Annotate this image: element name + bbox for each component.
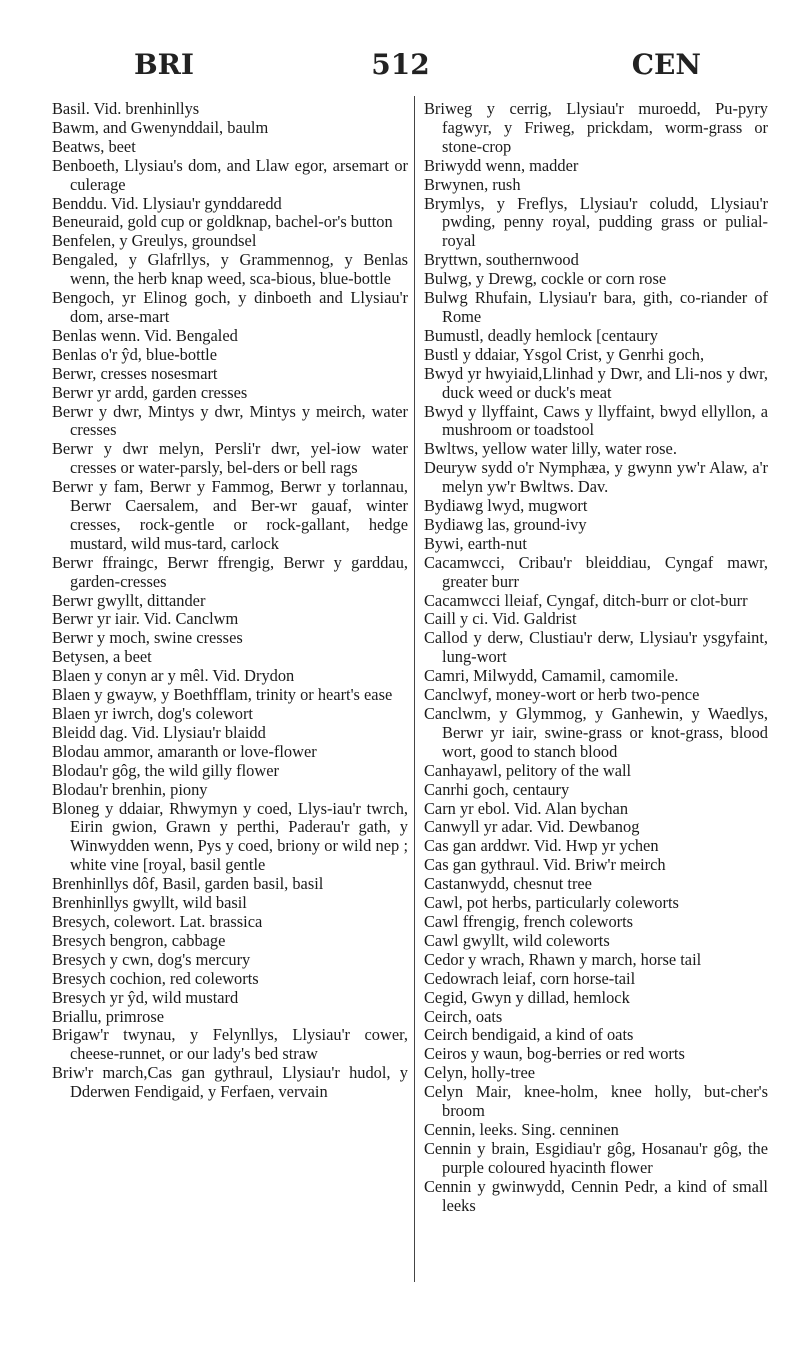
dictionary-entry: Cawl, pot herbs, particularly coleworts — [424, 893, 679, 913]
header-left-guide-word: BRI — [134, 48, 195, 81]
dictionary-entry: Blodau'r brenhin, piony — [52, 779, 208, 799]
header-right-guide-word: CEN — [631, 48, 701, 81]
dictionary-entry: Celyn Mair, knee-holm, knee holly, but-cher's broom — [424, 1082, 768, 1121]
dictionary-entry: Cacamwcci, Cribau'r bleiddiau, Cyngaf mawr, greater burr — [424, 552, 768, 591]
dictionary-entry: Carn yr ebol. Vid. Alan bychan — [424, 798, 629, 818]
dictionary-entry: Bywi, earth-nut — [424, 533, 527, 553]
dictionary-entry: Cas gan gythraul. Vid. Briw'r meirch — [424, 855, 666, 875]
dictionary-entry: Blaen y gwayw, y Boethfflam, trinity or heart's ease — [52, 685, 393, 705]
dictionary-entry: Bumustl, deadly hemlock [centaury — [424, 325, 658, 345]
dictionary-entry: Berwr y moch, swine cresses — [52, 628, 243, 648]
dictionary-entry: Blodau ammor, amaranth or love-flower — [52, 741, 317, 761]
dictionary-entry: Benfelen, y Greulys, groundsel — [52, 231, 257, 251]
dictionary-entry: Briw'r march,Cas gan gythraul, Llysiau'r hudol, y Dderwen Fendigaid, y Ferfaen, vervain — [52, 1063, 408, 1102]
dictionary-entry: Castanwydd, chesnut tree — [424, 874, 592, 894]
page-number: 512 — [371, 48, 430, 81]
dictionary-entry: Bleidd dag. Vid. Llysiau'r blaidd — [52, 722, 266, 742]
dictionary-entry: Cacamwcci lleiaf, Cyngaf, ditch-burr or clot-burr — [424, 590, 748, 610]
dictionary-entry: Canclwm, y Glymmog, y Ganhewin, y Waedlys, Berwr yr iair, swine-grass or knot-grass, blood wort, good to stanch blood — [424, 704, 768, 761]
dictionary-entry: Ceirch bendigaid, a kind of oats — [424, 1025, 634, 1045]
dictionary-entry: Blodau'r gôg, the wild gilly flower — [52, 760, 279, 780]
dictionary-entry: Bwltws, yellow water lilly, water rose. — [424, 439, 677, 459]
dictionary-entry: Bulwg Rhufain, Llysiau'r bara, gith, co-riander of Rome — [424, 288, 768, 326]
dictionary-entry: Celyn, holly-tree — [424, 1063, 536, 1083]
dictionary-entry: Beneuraid, gold cup or goldknap, bachel-or's button — [52, 212, 393, 232]
dictionary-entry: Berwr ffraingc, Berwr ffrengig, Berwr y garddau, garden-cresses — [52, 552, 408, 591]
dictionary-entry: Bydiawg lwyd, mugwort — [424, 496, 588, 516]
dictionary-entry: Canclwyf, money-wort or herb two-pence — [424, 685, 700, 705]
dictionary-entry: Callod y derw, Clustiau'r derw, Llysiau'r ysgyfaint, lung-wort — [424, 628, 768, 667]
dictionary-entry: Ceirch, oats — [424, 1006, 503, 1026]
dictionary-entry: Basil. Vid. brenhinllys — [52, 99, 200, 118]
right-column — [424, 100, 768, 1215]
dictionary-entry: Bresych cochion, red coleworts — [52, 968, 259, 988]
dictionary-entry: Benboeth, Llysiau's dom, and Llaw egor, arsemart or culerage — [52, 155, 408, 194]
dictionary-entry: Bwyd y llyffaint, Caws y llyffaint, bwyd ellyllon, a mushroom or toadstool — [424, 401, 768, 440]
dictionary-entry: Brigaw'r twynau, y Felynllys, Llysiau'r cower, cheese-runnet, or our lady's bed straw — [52, 1025, 408, 1064]
dictionary-entry: Berwr y fam, Berwr y Fammog, Berwr y torlannau, Berwr Caersalem, and Ber-wr gauaf, winter cresses, rock-gentle or rock-gallant, hedge mustard, wild mus-tard, carlock — [52, 477, 408, 553]
page-header — [40, 48, 761, 88]
dictionary-entry: Berwr yr ardd, garden cresses — [52, 382, 248, 402]
dictionary-entry: Ceiros y waun, bog-berries or red worts — [424, 1044, 685, 1064]
dictionary-entry: Bresych bengron, cabbage — [52, 930, 226, 950]
dictionary-entry: Benlas wenn. Vid. Bengaled — [52, 325, 238, 345]
dictionary-entry: Bloneg y ddaiar, Rhwymyn y coed, Llys-iau'r twrch, Eirin gwion, Grawn y perthi, Paderau'r gath, y Winwydden wenn, Pys y coed, briony or wild nep ; white vine [royal, basil gentle — [52, 798, 408, 875]
dictionary-entry: Bustl y ddaiar, Ysgol Crist, y Genrhi goch, — [424, 344, 705, 364]
dictionary-entry: Camri, Milwydd, Camamil, camomile. — [424, 666, 679, 686]
dictionary-entry: Betysen, a beet — [52, 647, 152, 667]
dictionary-entry: Bulwg, y Drewg, cockle or corn rose — [424, 269, 667, 289]
dictionary-entry: Benlas o'r ŷd, blue-bottle — [52, 344, 218, 364]
dictionary-entry: Caill y ci. Vid. Galdrist — [424, 609, 577, 629]
dictionary-entry: Briweg y cerrig, Llysiau'r muroedd, Pu-pyry fagwyr, y Friweg, prickdam, worm-grass or stone-crop — [424, 99, 768, 156]
dictionary-entry: Bryttwn, southernwood — [424, 250, 579, 270]
dictionary-entry: Brenhinllys dôf, Basil, garden basil, basil — [52, 874, 324, 894]
dictionary-entry: Bwyd yr hwyiaid,Llinhad y Dwr, and Lli-nos y dwr, duck weed or duck's meat — [424, 363, 768, 402]
dictionary-entry: Berwr, cresses nosesmart — [52, 363, 218, 383]
dictionary-entry: Berwr gwyllt, dittander — [52, 590, 206, 610]
dictionary-entry: Cennin y brain, Esgidiau'r gôg, Hosanau'r gôg, the purple coloured hyacinth flower — [424, 1138, 768, 1177]
dictionary-entry: Brenhinllys gwyllt, wild basil — [52, 893, 247, 913]
dictionary-entry: Cawl gwyllt, wild coleworts — [424, 930, 610, 950]
dictionary-entry: Berwr yr iair. Vid. Canclwm — [52, 609, 239, 629]
dictionary-entry: Bresych, colewort. Lat. brassica — [52, 911, 263, 931]
dictionary-entry: Cawl ffrengig, french coleworts — [424, 911, 634, 931]
dictionary-entry: Bydiawg las, ground-ivy — [424, 514, 587, 534]
dictionary-entry: Cedor y wrach, Rhawn y march, horse tail — [424, 949, 702, 969]
dictionary-entry: Brymlys, y Freflys, Llysiau'r coludd, Llysiau'r pwding, penny royal, pudding grass or pulial-royal — [424, 193, 768, 251]
dictionary-entry: Blaen y conyn ar y mêl. Vid. Drydon — [52, 666, 295, 686]
dictionary-entry: Cennin, leeks. Sing. cenninen — [424, 1119, 619, 1139]
dictionary-entry: Brwynen, rush — [424, 174, 521, 194]
dictionary-entry: Briallu, primrose — [52, 1006, 164, 1026]
dictionary-entry: Bawm, and Gwenynddail, baulm — [52, 117, 269, 137]
dictionary-entry: Cegid, Gwyn y dillad, hemlock — [424, 987, 630, 1007]
dictionary-entry: Bresych y cwn, dog's mercury — [52, 949, 251, 969]
dictionary-entry: Benddu. Vid. Llysiau'r gynddaredd — [52, 193, 282, 213]
dictionary-entry: Bengaled, y Glafrllys, y Grammennog, y Benlas wenn, the herb knap weed, sca-bious, blue-bottle — [52, 250, 408, 289]
dictionary-entry: Briwydd wenn, madder — [424, 155, 579, 175]
dictionary-entry: Berwr y dwr, Mintys y dwr, Mintys y meirch, water cresses — [52, 401, 408, 440]
dictionary-entry: Bresych yr ŷd, wild mustard — [52, 987, 239, 1007]
dictionary-entry: Beatws, beet — [52, 136, 136, 156]
dictionary-entry: Cedowrach leiaf, corn horse-tail — [424, 968, 636, 988]
dictionary-entry: Canhayawl, pelitory of the wall — [424, 760, 632, 780]
dictionary-entry: Berwr y dwr melyn, Persli'r dwr, yel-iow water cresses or water-parsly, bel-ders or bell rags — [52, 439, 408, 478]
dictionary-entry: Deuryw sydd o'r Nymphæa, y gwynn yw'r Alaw, a'r melyn yw'r Bwltws. Dav. — [424, 458, 768, 497]
column-divider — [414, 96, 415, 1282]
dictionary-entry: Canrhi goch, centaury — [424, 779, 570, 799]
dictionary-entry: Cas gan arddwr. Vid. Hwp yr ychen — [424, 836, 659, 856]
dictionary-entry: Blaen yr iwrch, dog's colewort — [52, 704, 253, 723]
dictionary-entry: Cennin y gwinwydd, Cennin Pedr, a kind of small leeks — [424, 1176, 768, 1215]
dictionary-entry: Bengoch, yr Elinog goch, y dinboeth and Llysiau'r dom, arse-mart — [52, 288, 408, 326]
left-column — [52, 100, 408, 1102]
dictionary-entry: Canwyll yr adar. Vid. Dewbanog — [424, 817, 640, 837]
